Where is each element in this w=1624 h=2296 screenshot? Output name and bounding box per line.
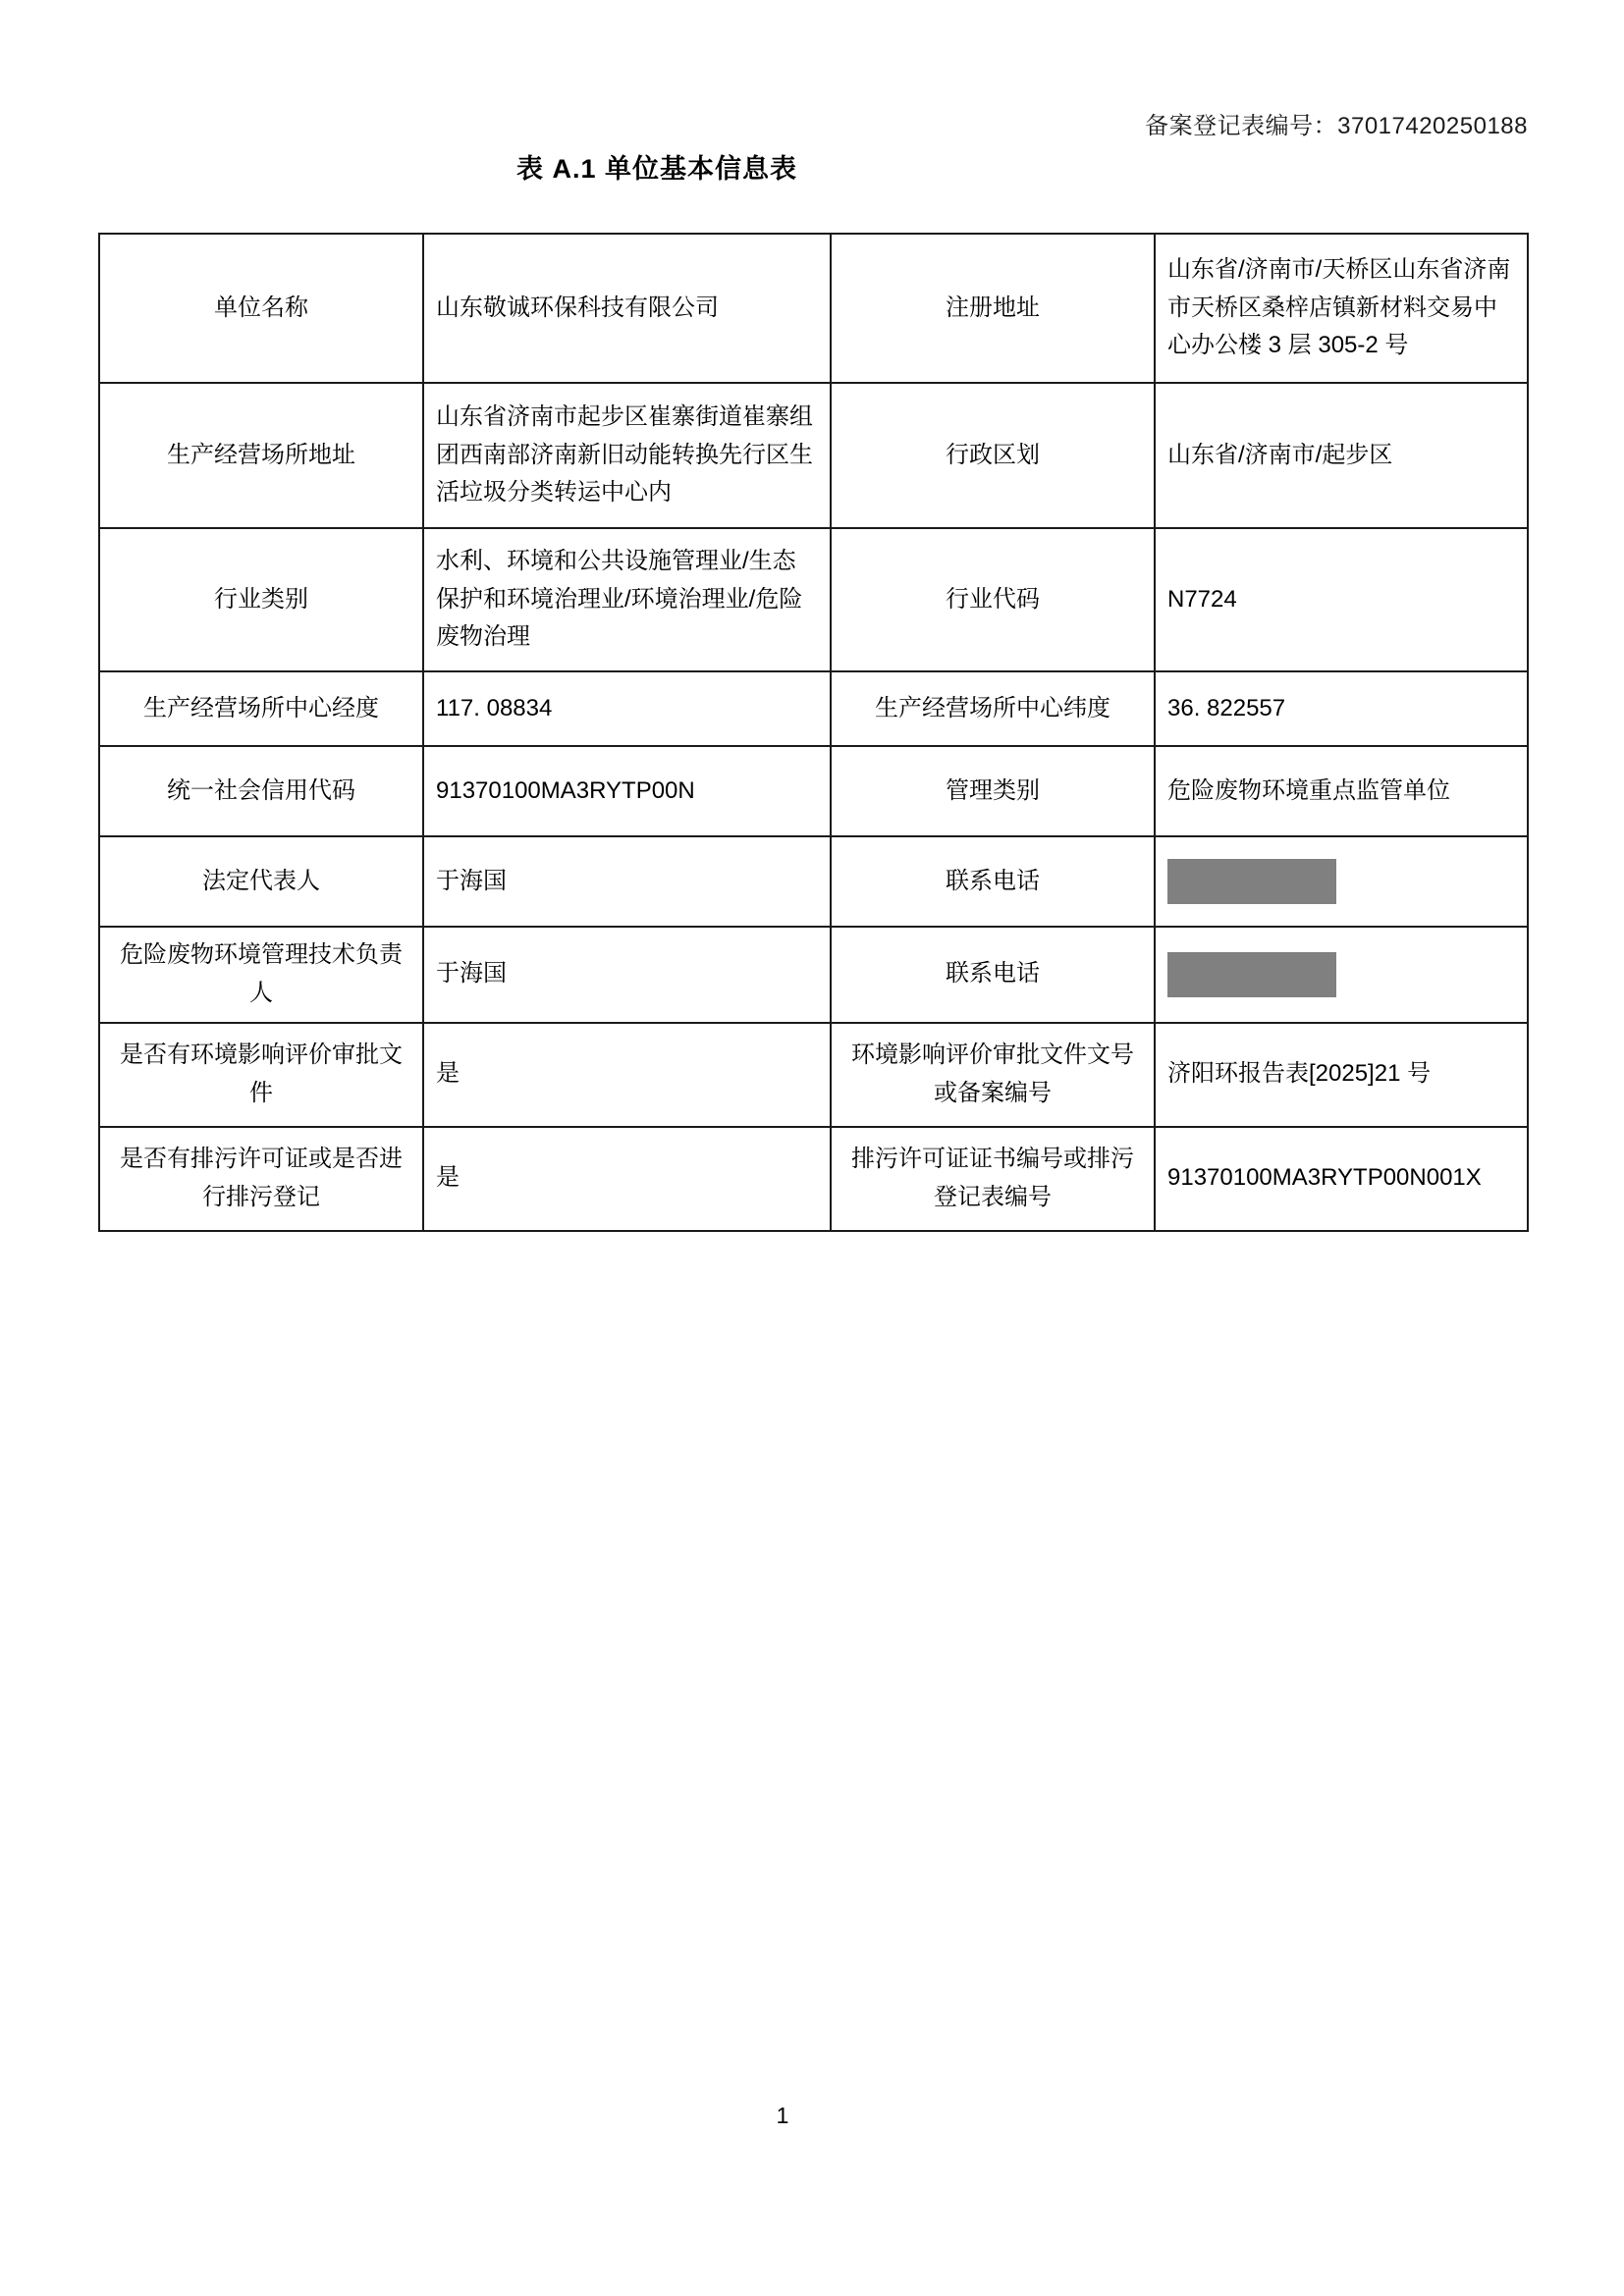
row-value-hw-technical-manager: 于海国 bbox=[423, 927, 831, 1023]
row-value-management-category: 危险废物环境重点监管单位 bbox=[1155, 746, 1528, 836]
row-key-operating-site-address: 生产经营场所地址 bbox=[99, 383, 423, 528]
row-key-contact-phone-legal: 联系电话 bbox=[831, 836, 1155, 927]
table-row bbox=[99, 927, 1528, 1023]
row-value-unit-name: 山东敬诚环保科技有限公司 bbox=[423, 234, 831, 383]
record-number: 备案登记表编号：37017420250188 bbox=[1145, 113, 1528, 139]
row-key-hw-technical-manager: 危险废物环境管理技术负责人 bbox=[99, 927, 423, 1023]
table-row bbox=[99, 383, 1528, 528]
row-key-longitude: 生产经营场所中心经度 bbox=[99, 671, 423, 746]
unit-basic-info-table bbox=[98, 233, 1529, 1232]
row-value-administrative-division: 山东省/济南市/起步区 bbox=[1155, 383, 1528, 528]
row-value-legal-representative: 于海国 bbox=[423, 836, 831, 927]
row-value-contact-phone-technical bbox=[1155, 927, 1528, 1023]
row-key-administrative-division: 行政区划 bbox=[831, 383, 1155, 528]
row-key-has-discharge-permit: 是否有排污许可证或是否进行排污登记 bbox=[99, 1127, 423, 1231]
redaction-box-icon bbox=[1167, 952, 1336, 997]
row-key-eia-document-number: 环境影响评价审批文件文号或备案编号 bbox=[831, 1023, 1155, 1127]
row-key-credit-code: 统一社会信用代码 bbox=[99, 746, 423, 836]
table-row bbox=[99, 1023, 1528, 1127]
row-value-industry-category: 水利、环境和公共设施管理业/生态保护和环境治理业/环境治理业/危险废物治理 bbox=[423, 528, 831, 671]
row-key-unit-name: 单位名称 bbox=[99, 234, 423, 383]
table-row bbox=[99, 746, 1528, 836]
row-key-latitude: 生产经营场所中心纬度 bbox=[831, 671, 1155, 746]
redaction-box-icon bbox=[1167, 859, 1336, 904]
row-value-operating-site-address: 山东省济南市起步区崔寨街道崔寨组团西南部济南新旧动能转换先行区生活垃圾分类转运中心内 bbox=[423, 383, 831, 528]
row-key-industry-category: 行业类别 bbox=[99, 528, 423, 671]
row-value-discharge-permit-number: 91370100MA3RYTP00N001X bbox=[1155, 1127, 1528, 1231]
table-row bbox=[99, 671, 1528, 746]
page-title: 表 A.1 单位基本信息表 bbox=[515, 154, 798, 184]
row-value-has-discharge-permit: 是 bbox=[423, 1127, 831, 1231]
page-number: 1 bbox=[776, 2103, 789, 2128]
row-key-legal-representative: 法定代表人 bbox=[99, 836, 423, 927]
row-value-registered-address: 山东省/济南市/天桥区山东省济南市天桥区桑梓店镇新材料交易中心办公楼 3 层 305-2 号 bbox=[1155, 234, 1528, 383]
row-value-industry-code: N7724 bbox=[1155, 528, 1528, 671]
row-key-has-eia-approval: 是否有环境影响评价审批文件 bbox=[99, 1023, 423, 1127]
table-row bbox=[99, 1127, 1528, 1231]
row-key-discharge-permit-number: 排污许可证证书编号或排污登记表编号 bbox=[831, 1127, 1155, 1231]
row-value-longitude: 117. 08834 bbox=[423, 671, 831, 746]
row-value-has-eia-approval: 是 bbox=[423, 1023, 831, 1127]
row-value-contact-phone-legal bbox=[1155, 836, 1528, 927]
row-key-contact-phone-technical: 联系电话 bbox=[831, 927, 1155, 1023]
row-key-management-category: 管理类别 bbox=[831, 746, 1155, 836]
row-value-eia-document-number: 济阳环报告表[2025]21 号 bbox=[1155, 1023, 1528, 1127]
row-key-registered-address: 注册地址 bbox=[831, 234, 1155, 383]
row-value-credit-code: 91370100MA3RYTP00N bbox=[423, 746, 831, 836]
row-key-industry-code: 行业代码 bbox=[831, 528, 1155, 671]
table-row bbox=[99, 836, 1528, 927]
table-row bbox=[99, 528, 1528, 671]
table-row bbox=[99, 234, 1528, 383]
row-value-latitude: 36. 822557 bbox=[1155, 671, 1528, 746]
